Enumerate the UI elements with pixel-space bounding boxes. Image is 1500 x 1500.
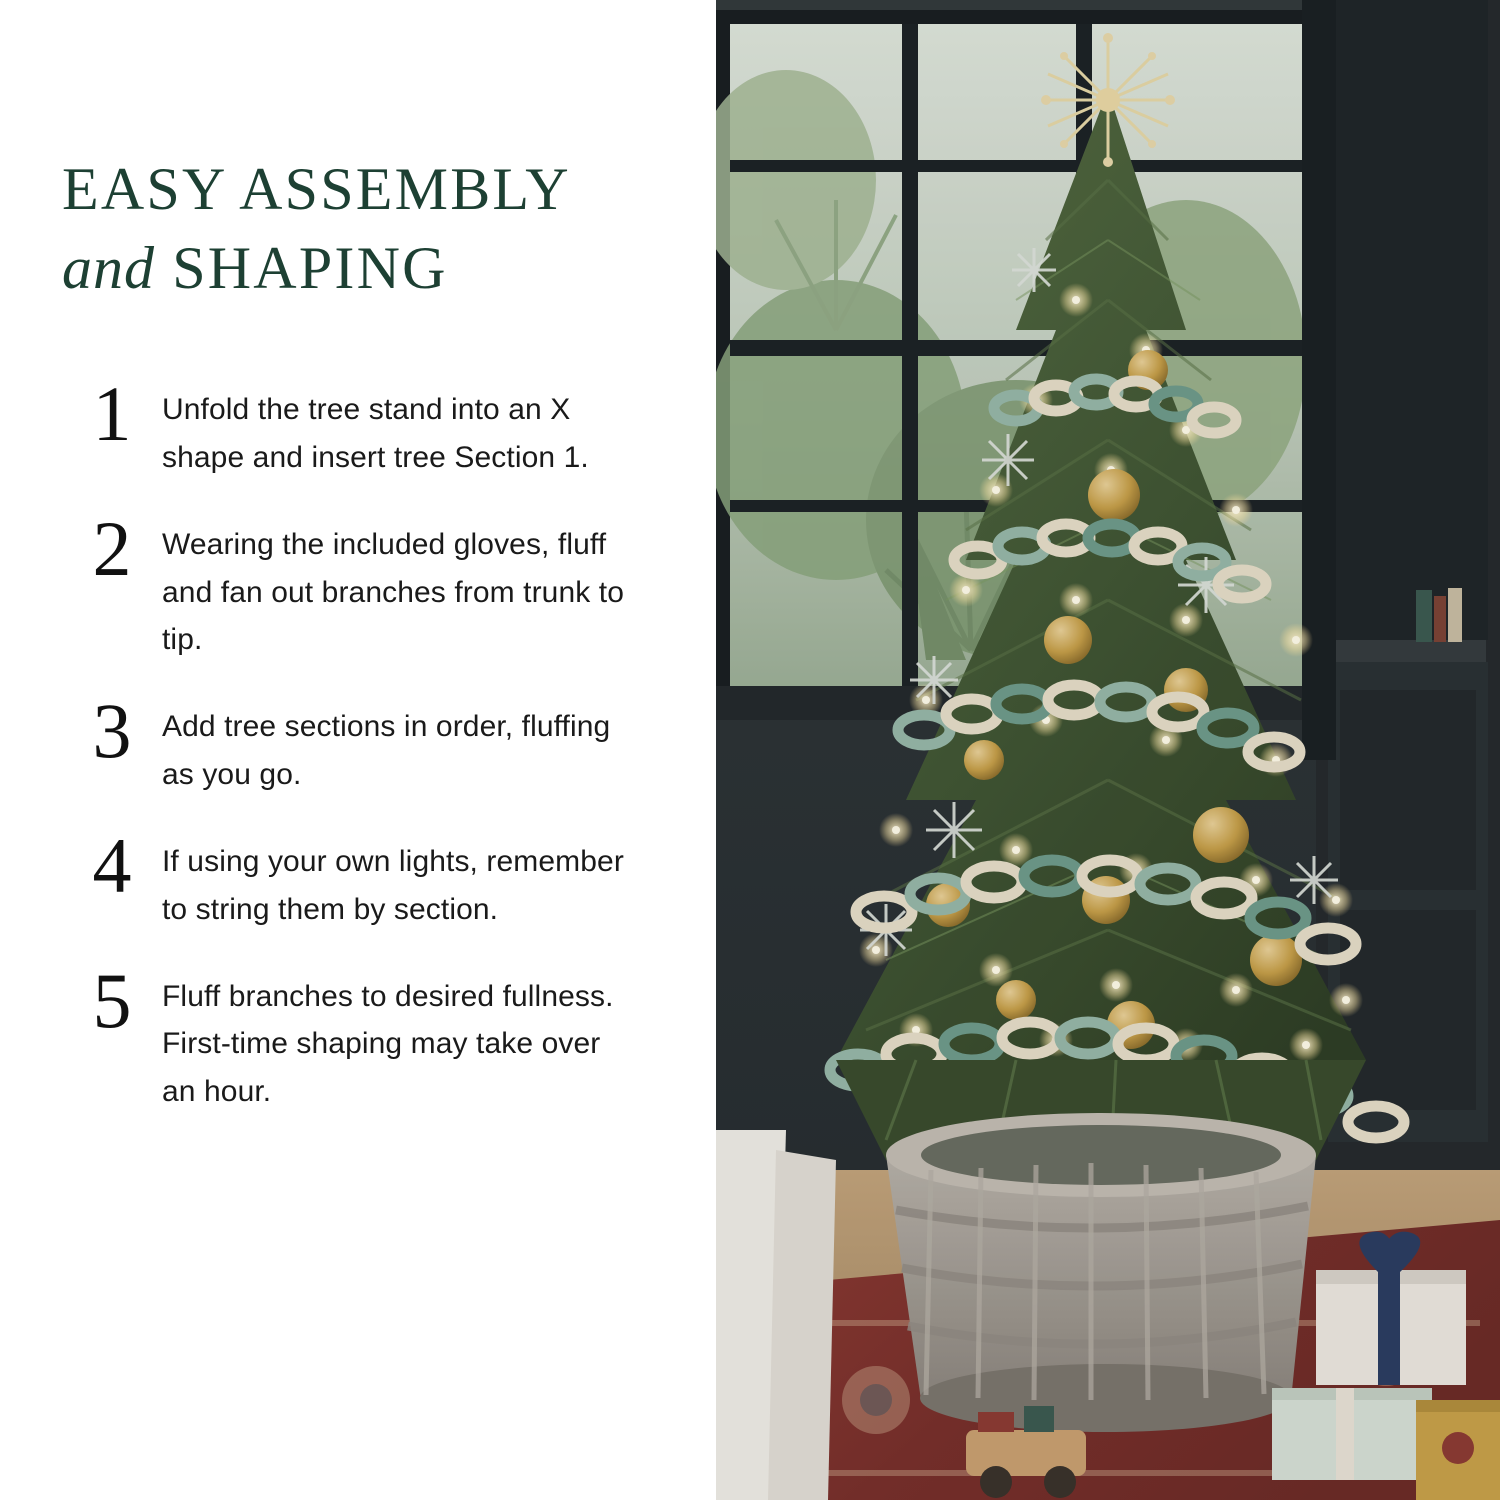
step-text: Wearing the included gloves, fluff and fan out branches from trunk to tip. [162, 528, 624, 656]
step-number: 4 [92, 822, 132, 910]
instructions-panel [0, 0, 716, 1500]
step-number: 1 [92, 370, 132, 458]
step-text: Add tree sections in order, fluffing as you go. [162, 710, 611, 791]
page-title [62, 150, 656, 308]
list-item [62, 822, 656, 933]
list-item [62, 687, 656, 798]
list-item [62, 370, 656, 481]
headline-line-2-rest: SHAPING [172, 235, 448, 302]
headline-line-2 [62, 229, 656, 308]
list-item [62, 956, 656, 1115]
headline-italic-word: and [62, 235, 155, 302]
step-text: If using your own lights, remember to string them by section. [162, 845, 624, 926]
step-text: Fluff branches to desired fullness. First-time shaping may take over an hour. [162, 979, 614, 1108]
christmas-tree-photo [716, 0, 1500, 1500]
list-item [62, 505, 656, 663]
assembly-steps-list [62, 370, 656, 1115]
photo-illustration [716, 0, 1500, 1500]
step-number: 2 [92, 505, 132, 593]
step-number: 3 [92, 687, 132, 775]
step-number: 5 [92, 956, 132, 1044]
headline-line-1: EASY ASSEMBLY [62, 156, 571, 222]
step-text: Unfold the tree stand into an X shape and insert tree Section 1. [162, 393, 589, 474]
